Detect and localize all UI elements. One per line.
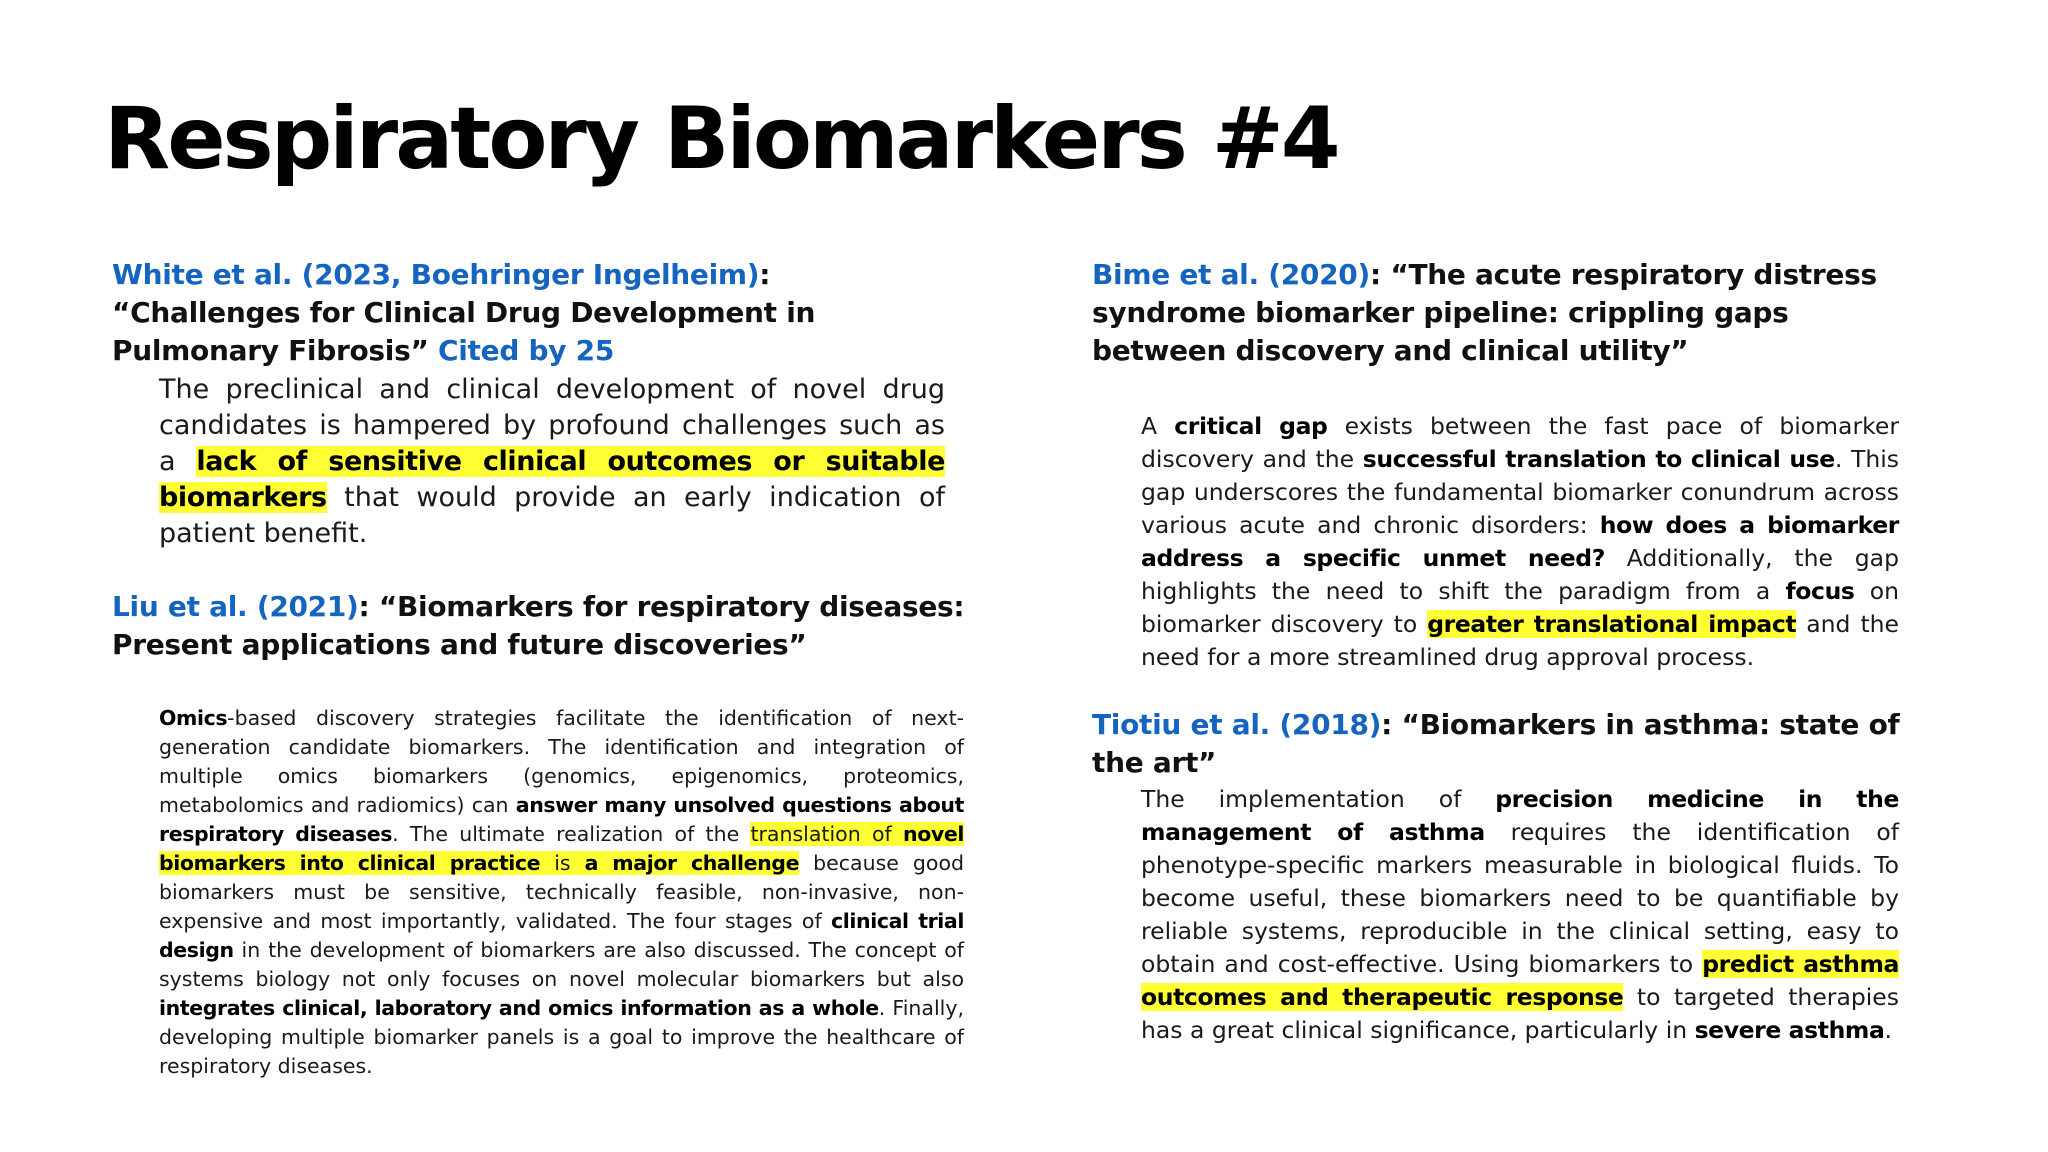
white-quote: The preclinical and clinical development of novel drug candidates is hampered by profound challenges such as a lack of sensitive clinical outcomes or suitable biomarkers that would provide an early indication of patient benefit.	[159, 374, 945, 549]
bime-citation-link[interactable]: Bime et al. (2020)	[1092, 258, 1370, 291]
tiotiu-paper-title: “Biomarkers in asthma: state of the art”	[1092, 708, 1900, 779]
white-citation-link[interactable]: White et al. (2023, Boehringer Ingelheim)	[112, 258, 760, 291]
liu-citation-link[interactable]: Liu et al. (2021)	[112, 590, 359, 623]
liu-reference-heading: Liu et al. (2021): “Biomarkers for respiratory diseases: Present applications and future discoveries”	[112, 590, 965, 661]
bime-paper-title: “The acute respiratory distress syndrome biomarker pipeline: crippling gaps between discovery and clinical utility”	[1092, 258, 1877, 367]
white-paper-title: “Challenges for Clinical Drug Development in Pulmonary Fibrosis”	[112, 296, 816, 367]
white-reference-heading: White et al. (2023, Boehringer Ingelheim): “Challenges for Clinical Drug Development in Pulmonary Fibrosis” Cited by 25	[112, 258, 816, 367]
liu-paper-title: “Biomarkers for respiratory diseases: Present applications and future discoveries”	[112, 590, 965, 661]
tiotiu-reference-heading: Tiotiu et al. (2018): “Biomarkers in asthma: state of the art”	[1092, 708, 1900, 779]
tiotiu-citation-link[interactable]: Tiotiu et al. (2018)	[1092, 708, 1382, 741]
tiotiu-quote: The implementation of precision medicine in the management of asthma requires the identification of phenotype-specific markers measurable in biological fluids. To become useful, these biomarkers need to be quantifiable by reliable systems, reproducible in the clinical setting, easy to obtain and cost-effective. Using biomarkers to predict asthma outcomes and therapeutic response to targeted therapies has a great clinical significance, particularly in severe asthma.	[1141, 785, 1899, 1044]
white-cited-by-link[interactable]: Cited by 25	[438, 334, 615, 367]
slide-title: Respiratory Biomarkers #4	[104, 89, 1338, 189]
liu-quote: Omics-based discovery strategies facilitate the identification of next-generation candidate biomarkers. The identification and integration of multiple omics biomarkers (genomics, epigenomics, proteomics, metabolomics and radiomics) can answer many unsolved questions about respiratory diseases. The ultimate realization of the translation of novel biomarkers into clinical practice is a major challenge because good biomarkers must be sensitive, technically feasible, non-invasive, non-expensive and most importantly, validated. The four stages of clinical trial design in the development of biomarkers are also discussed. The concept of systems biology not only focuses on novel molecular biomarkers but also integrates clinical, laboratory and omics information as a whole. Finally, developing multiple biomarker panels is a goal to improve the healthcare of respiratory diseases.	[159, 706, 965, 1078]
bime-quote: A critical gap exists between the fast pace of biomarker discovery and the successful translation to clinical use. This gap underscores the fundamental biomarker conundrum across various acute and chronic disorders: how does a biomarker address a specific unmet need? Additionally, the gap highlights the need to shift the paradigm from a focus on biomarker discovery to greater translational impact and the need for a more streamlined drug approval process.	[1141, 412, 1900, 671]
bime-reference-heading: Bime et al. (2020): “The acute respiratory distress syndrome biomarker pipeline: crippling gaps between discovery and clinical utility”	[1092, 258, 1877, 367]
